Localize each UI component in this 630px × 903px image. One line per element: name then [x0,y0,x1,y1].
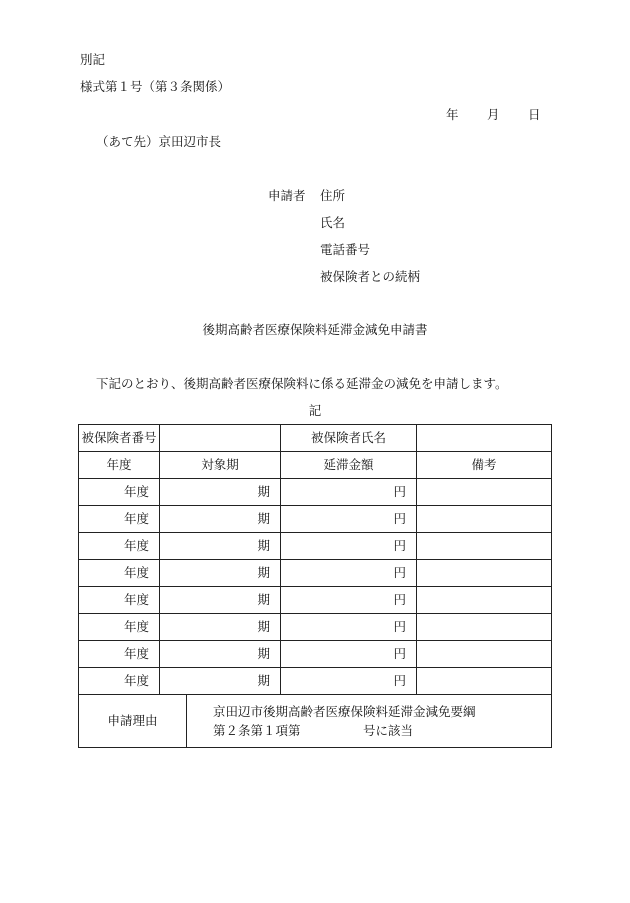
date-line [446,107,541,123]
table-row [79,614,552,641]
applicant-row-relation [268,269,420,296]
row-amount-cell[interactable]: 円 [281,587,417,614]
row-year-cell[interactable]: 年度 [79,560,160,587]
phone-field-label: 電話番号 [320,242,371,257]
row-year-cell[interactable]: 年度 [79,641,160,668]
row-note-cell[interactable] [417,479,552,506]
table-row [79,560,552,587]
date-year-label: 年 [446,107,459,122]
appendix-label: 別記 [80,52,106,67]
table-row [79,641,552,668]
applicant-label: 申請者 [268,188,306,203]
row-amount-cell[interactable]: 円 [281,533,417,560]
row-period-cell[interactable]: 期 [160,560,281,587]
application-table [78,424,552,748]
row-note-cell[interactable] [417,668,552,695]
applicant-block [268,188,420,296]
body-text: 下記のとおり、後期高齢者医療保険料に係る延滞金の減免を申請します。 [96,376,508,391]
addressee: （あて先）京田辺市長 [96,134,222,149]
insured-name-field[interactable] [417,425,552,452]
row-period-cell[interactable]: 期 [160,614,281,641]
row-note-cell[interactable] [417,560,552,587]
data-rows [79,479,552,695]
name-field-label: 氏名 [320,215,346,230]
row-year-cell[interactable]: 年度 [79,614,160,641]
table-row [79,587,552,614]
row-period-cell[interactable]: 期 [160,479,281,506]
form-number: 様式第１号（第３条関係） [80,79,231,94]
table-header-row [79,452,552,479]
row-note-cell[interactable] [417,587,552,614]
row-year-cell[interactable]: 年度 [79,668,160,695]
row-note-cell[interactable] [417,533,552,560]
reason-line-1: 京田辺市後期高齢者医療保険料延滞金減免要綱 [213,704,476,719]
row-year-cell[interactable]: 年度 [79,533,160,560]
row-period-cell[interactable]: 期 [160,533,281,560]
ki-heading: 記 [308,403,322,418]
applicant-row-phone [268,242,420,269]
row-note-cell[interactable] [417,641,552,668]
insured-name-label: 被保険者氏名 [281,425,417,452]
address-field-label: 住所 [320,188,346,203]
row-period-cell[interactable]: 期 [160,668,281,695]
row-amount-cell[interactable]: 円 [281,668,417,695]
insured-number-field[interactable] [160,425,281,452]
reason-row [79,695,552,748]
row-note-cell[interactable] [417,506,552,533]
table-row [79,479,552,506]
row-amount-cell[interactable]: 円 [281,479,417,506]
row-amount-cell[interactable]: 円 [281,506,417,533]
table-row [79,506,552,533]
applicant-row-address [268,188,420,215]
row-year-cell[interactable]: 年度 [79,479,160,506]
row-period-cell[interactable]: 期 [160,506,281,533]
header-note: 備考 [417,452,552,479]
row-year-cell[interactable]: 年度 [79,587,160,614]
insured-info-row [79,425,552,452]
reason-line-2: 第２条第１項第 号に該当 [213,723,414,738]
row-period-cell[interactable]: 期 [160,587,281,614]
date-day-label: 日 [528,107,541,122]
header-period: 対象期 [160,452,281,479]
date-month-label: 月 [487,107,500,122]
header-year: 年度 [79,452,160,479]
reason-label: 申請理由 [79,695,187,748]
document-title: 後期高齢者医療保険料延滞金減免申請書 [202,322,428,337]
row-note-cell[interactable] [417,614,552,641]
table-row [79,668,552,695]
row-amount-cell[interactable]: 円 [281,614,417,641]
row-period-cell[interactable]: 期 [160,641,281,668]
reason-field[interactable] [187,695,552,748]
table-row [79,533,552,560]
applicant-row-name [268,215,420,242]
header-amount: 延滞金額 [281,452,417,479]
insured-number-label: 被保険者番号 [79,425,160,452]
row-amount-cell[interactable]: 円 [281,560,417,587]
row-year-cell[interactable]: 年度 [79,506,160,533]
relation-field-label: 被保険者との続柄 [320,269,421,284]
row-amount-cell[interactable]: 円 [281,641,417,668]
